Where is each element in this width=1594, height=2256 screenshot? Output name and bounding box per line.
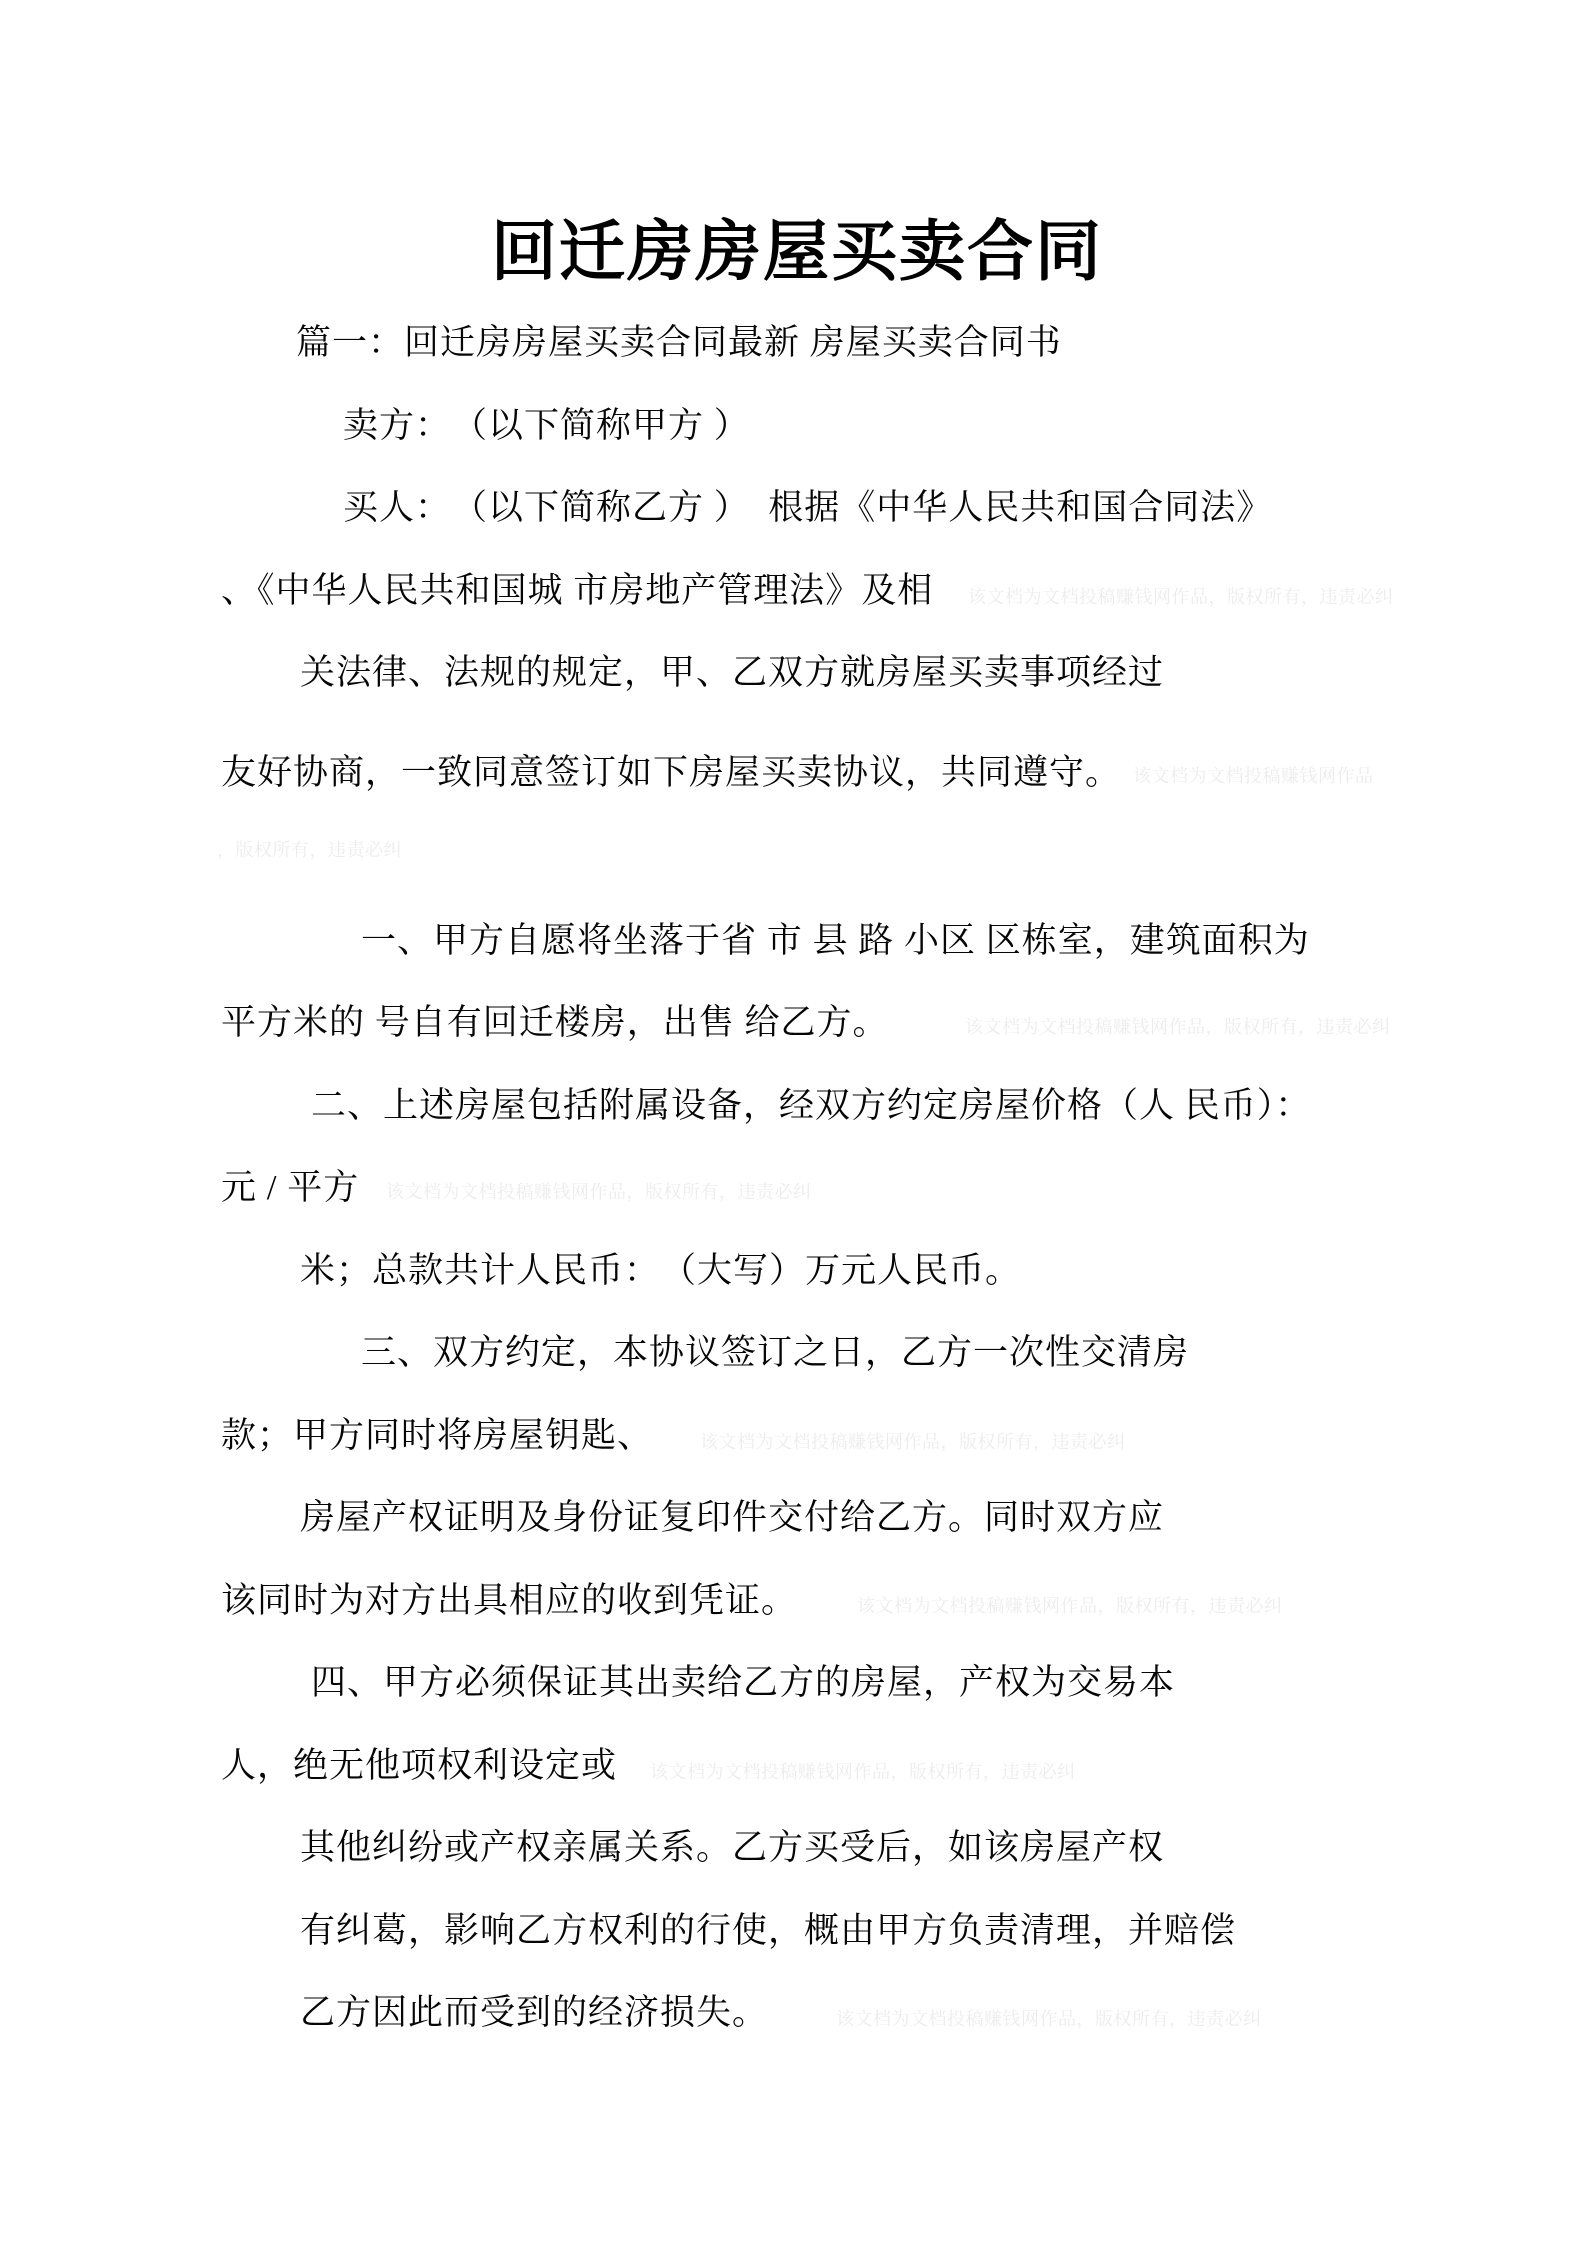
text-line: 篇一：回迁房房屋买卖合同最新 房屋买卖合同书 bbox=[296, 323, 1062, 362]
watermark-text: 该文档为文档投稿赚钱网作品，版权所有，违责必纠 bbox=[386, 1182, 812, 1202]
watermark-text: 该文档为文档投稿赚钱网作品，版权所有，违责必纠 bbox=[965, 1017, 1391, 1037]
text-line: 一、甲方自愿将坐落于省 市 县 路 小区 区栋室，建筑面积为 bbox=[361, 921, 1310, 960]
text-line: 三、双方约定，本协议签订之日，乙方一次性交清房 bbox=[361, 1333, 1190, 1372]
watermark-text: 该文档为文档投稿赚钱网作品，版权所有，违责必纠 bbox=[968, 587, 1394, 607]
text-line: 款；甲方同时将房屋钥匙、 bbox=[221, 1416, 654, 1455]
text-line: 四、甲方必须保证其出卖给乙方的房屋，产权为交易本 bbox=[311, 1663, 1176, 1702]
text-line: 该同时为对方出具相应的收到凭证。 bbox=[221, 1581, 798, 1620]
text-line: 元 / 平方 bbox=[221, 1168, 360, 1207]
text-line: 有纠葛，影响乙方权利的行使，概由甲方负责清理，并赔偿 bbox=[300, 1911, 1237, 1950]
watermark-text: 该文档为文档投稿赚钱网作品 bbox=[1133, 766, 1374, 786]
text-line: 二、上述房屋包括附属设备，经双方约定房屋价格（人 民币）： bbox=[311, 1086, 1312, 1125]
text-line: 友好协商，一致同意签订如下房屋买卖协议，共同遵守。 bbox=[221, 753, 1122, 792]
text-line: 、《中华人民共和国城 市房地产管理法》及相 bbox=[221, 571, 934, 610]
text-line: 买人： （以下简称乙方 ） 根据《中华人民共和国合同法》 bbox=[343, 488, 1273, 527]
document-title: 回迁房房屋买卖合同 bbox=[491, 214, 1103, 288]
text-line: 米；总款共计人民币： （大写）万元人民币。 bbox=[300, 1251, 1022, 1290]
watermark-text: ，版权所有，违责必纠 bbox=[217, 840, 402, 860]
text-line: 其他纠纷或产权亲属关系。乙方买受后，如该房屋产权 bbox=[300, 1828, 1165, 1867]
text-line: 卖方： （以下简称甲方 ） bbox=[343, 406, 750, 445]
text-line: 房屋产权证明及身份证复印件交付给乙方。同时双方应 bbox=[300, 1498, 1165, 1537]
watermark-text: 该文档为文档投稿赚钱网作品，版权所有，违责必纠 bbox=[650, 1762, 1076, 1782]
text-line: 关法律、法规的规定，甲、乙双方就房屋买卖事项经过 bbox=[300, 653, 1165, 692]
watermark-text: 该文档为文档投稿赚钱网作品，版权所有，违责必纠 bbox=[836, 2009, 1262, 2029]
text-line: 平方米的 号自有回迁楼房，出售 给乙方。 bbox=[221, 1003, 889, 1042]
text-line: 人，绝无他项权利设定或 bbox=[221, 1746, 618, 1785]
watermark-text: 该文档为文档投稿赚钱网作品，版权所有，违责必纠 bbox=[857, 1596, 1283, 1616]
watermark-text: 该文档为文档投稿赚钱网作品，版权所有，违责必纠 bbox=[700, 1432, 1126, 1452]
text-line: 乙方因此而受到的经济损失。 bbox=[300, 1993, 769, 2032]
